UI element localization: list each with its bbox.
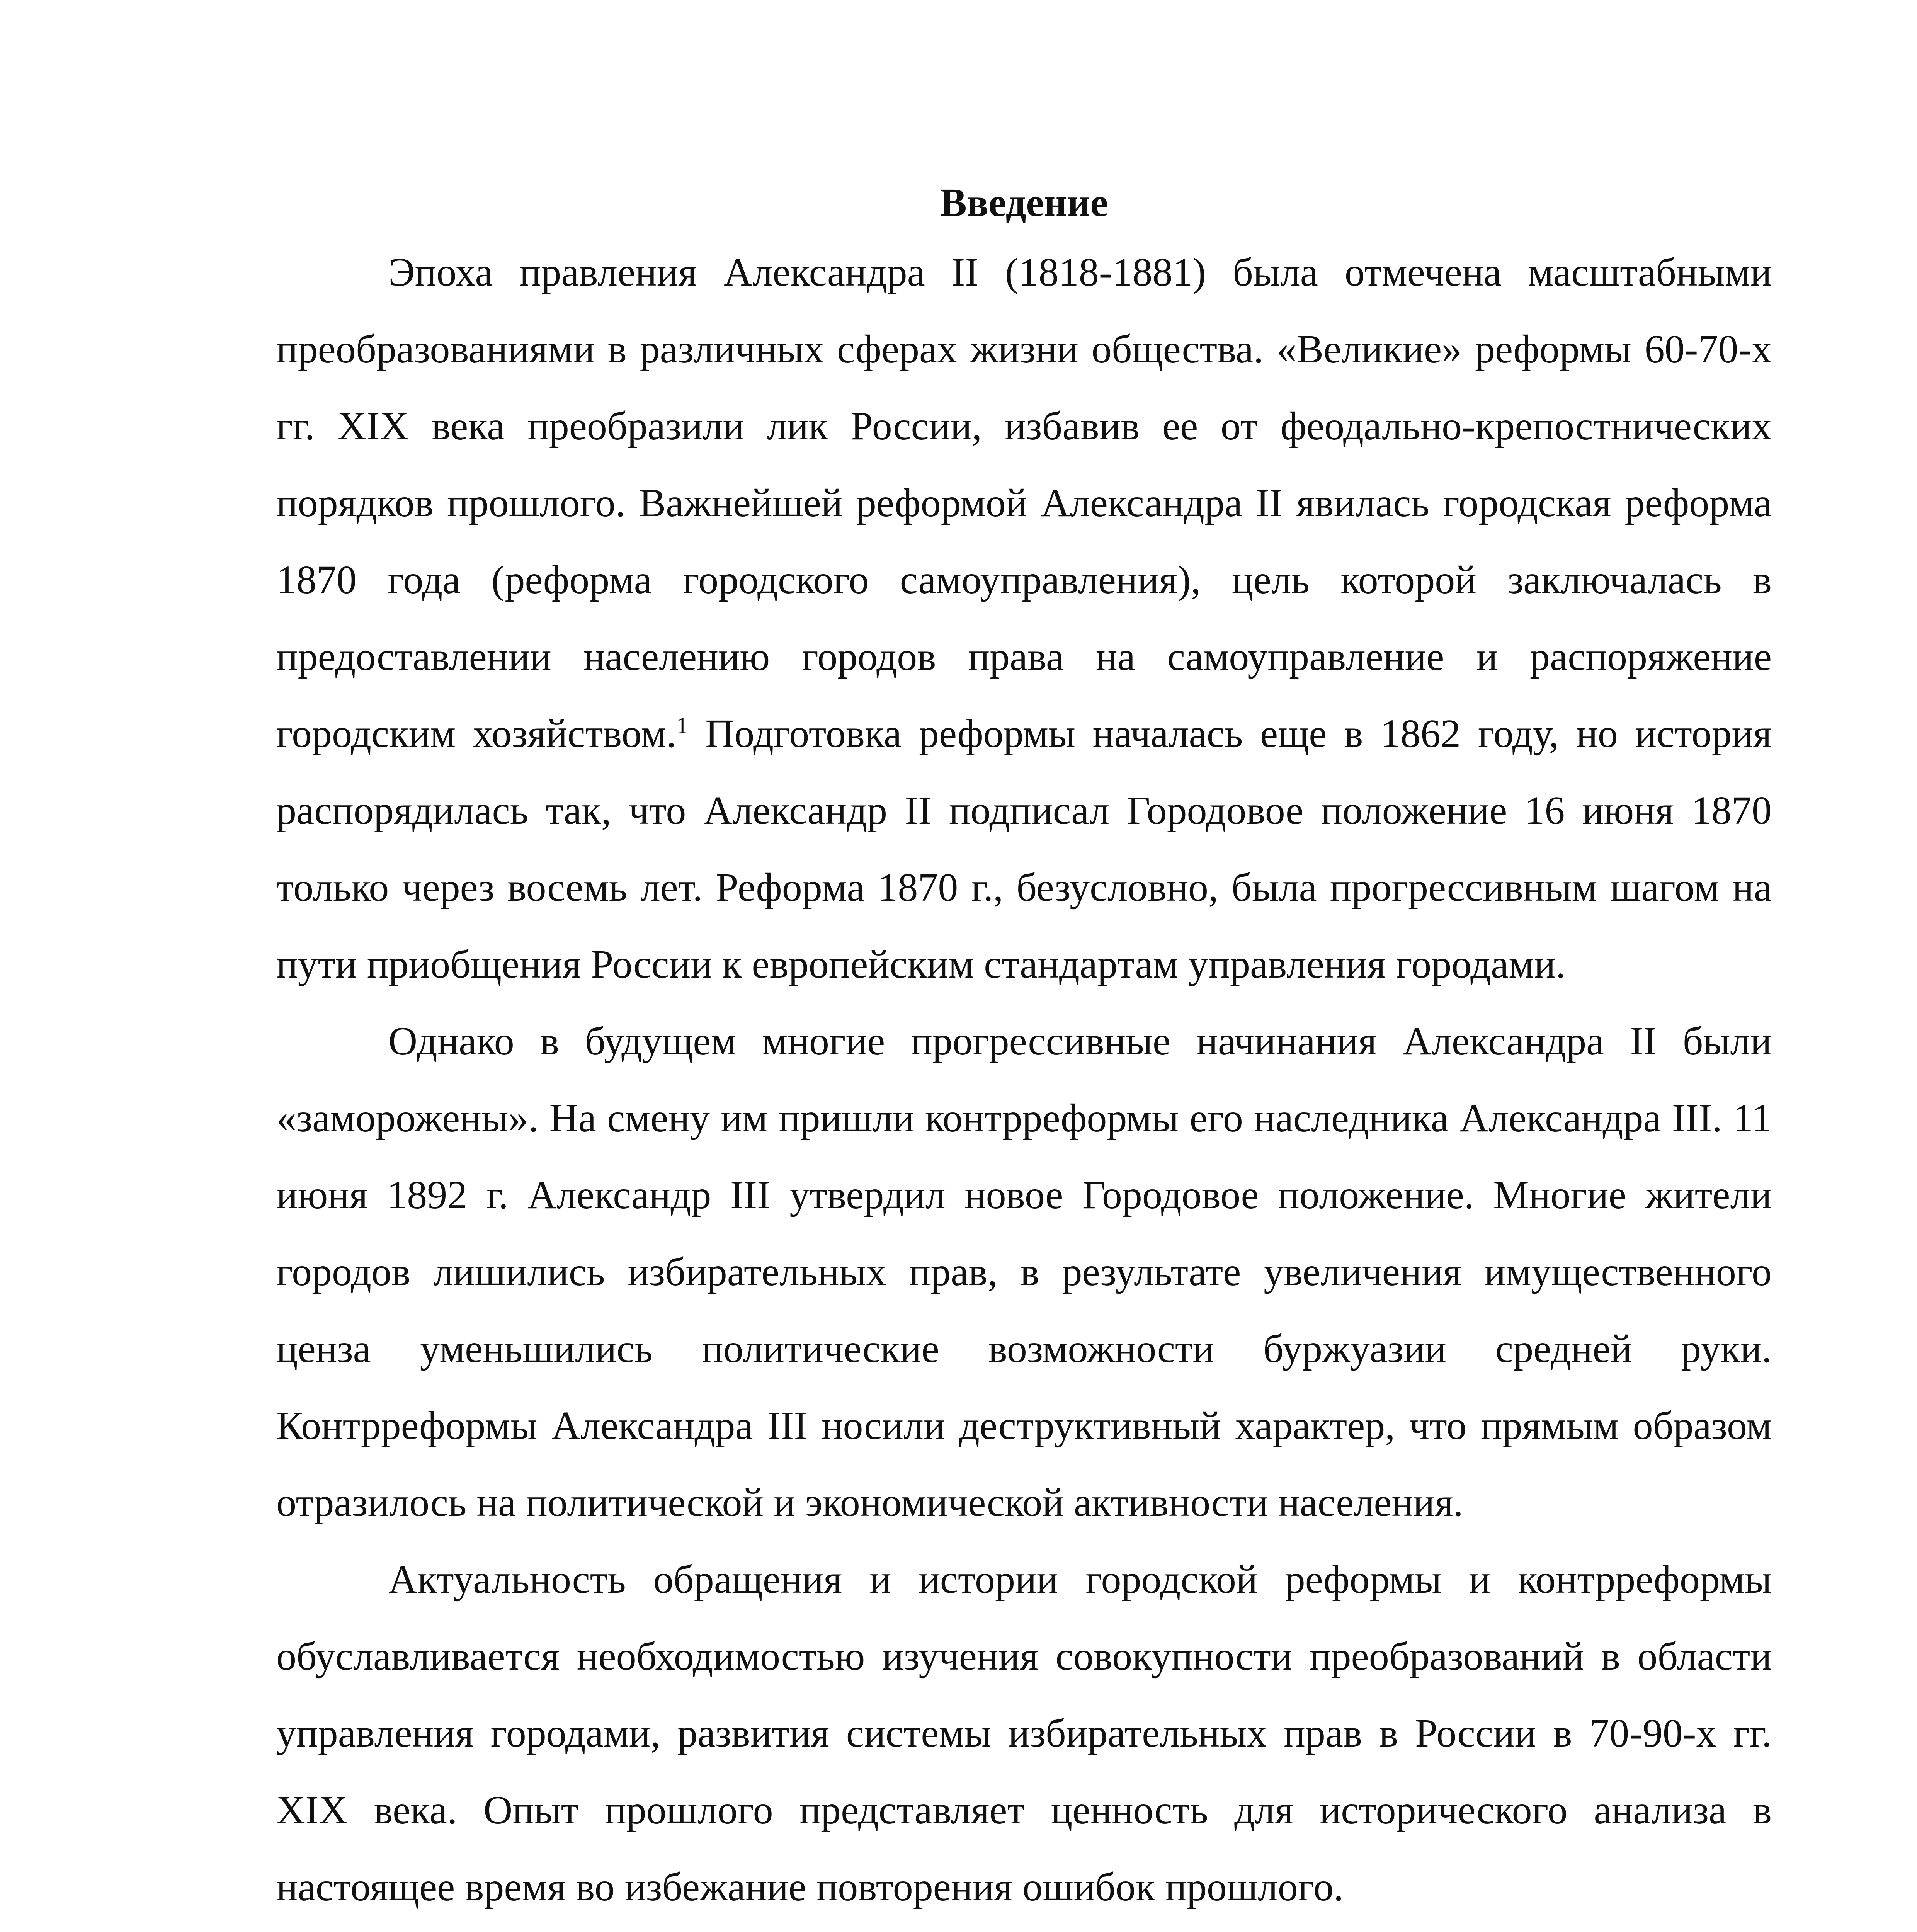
- paragraph-3: Актуальность обращения и истории городской реформы и контрреформы обуславливается необходимостью изучения совокупности преобразований в области управления городами, развития системы избирательных прав в России в 70-90-х гг. XIX века. Опыт прошлого представляет ценность для исторического анализа в настоящее время во избежание повторения ошибок прошлого.: [276, 1557, 1772, 1909]
- paragraph-4: [276, 1925, 1772, 1932]
- paragraph-1-continuation: Подготовка реформы началась еще в 1862 году, но история распорядилась так, что Александр II подписал Городовое положение 16 июня 1870 только через восемь лет. Реформа 1870 г., безусловно, была прогрессивным шагом на пути приобщения России к европейским стандартам управления городами.: [276, 711, 1772, 986]
- paragraph-1: [276, 234, 1772, 1003]
- paragraph-1-text: Эпоха правления Александра II (1818-1881) была отмечена масштабными преобразованиями в различных сферах жизни общества. «Великие» реформы 60-70-х гг. XIX века преобразили лик России, избавив ее от феодально-крепостнических порядков прошлого. Важнейшей реформой Александра II явилась городская реформа 1870 года (реформа городского самоуправления), цель которой заключалась в предоставлении населению городов права на самоуправление и распоряжение городским хозяйством.: [276, 250, 1772, 756]
- paragraph-2: Однако в будущем многие прогрессивные начинания Александра II были «заморожены». На смену им пришли контрреформы его наследника Александра III. 11 июня 1892 г. Александр III утвердил новое Городовое положение. Многие жители городов лишились избирательных прав, в результате увеличения имущественного ценза уменьшились политические возможности буржуазии средней руки. Контрреформы Александра III носили деструктивный характер, что прямым образом отразилось на политической и экономической активности населения.: [276, 1019, 1772, 1525]
- page-content: [276, 180, 1772, 1932]
- footnote-reference[interactable]: 1: [676, 713, 688, 738]
- section-heading: Введение: [940, 180, 1108, 225]
